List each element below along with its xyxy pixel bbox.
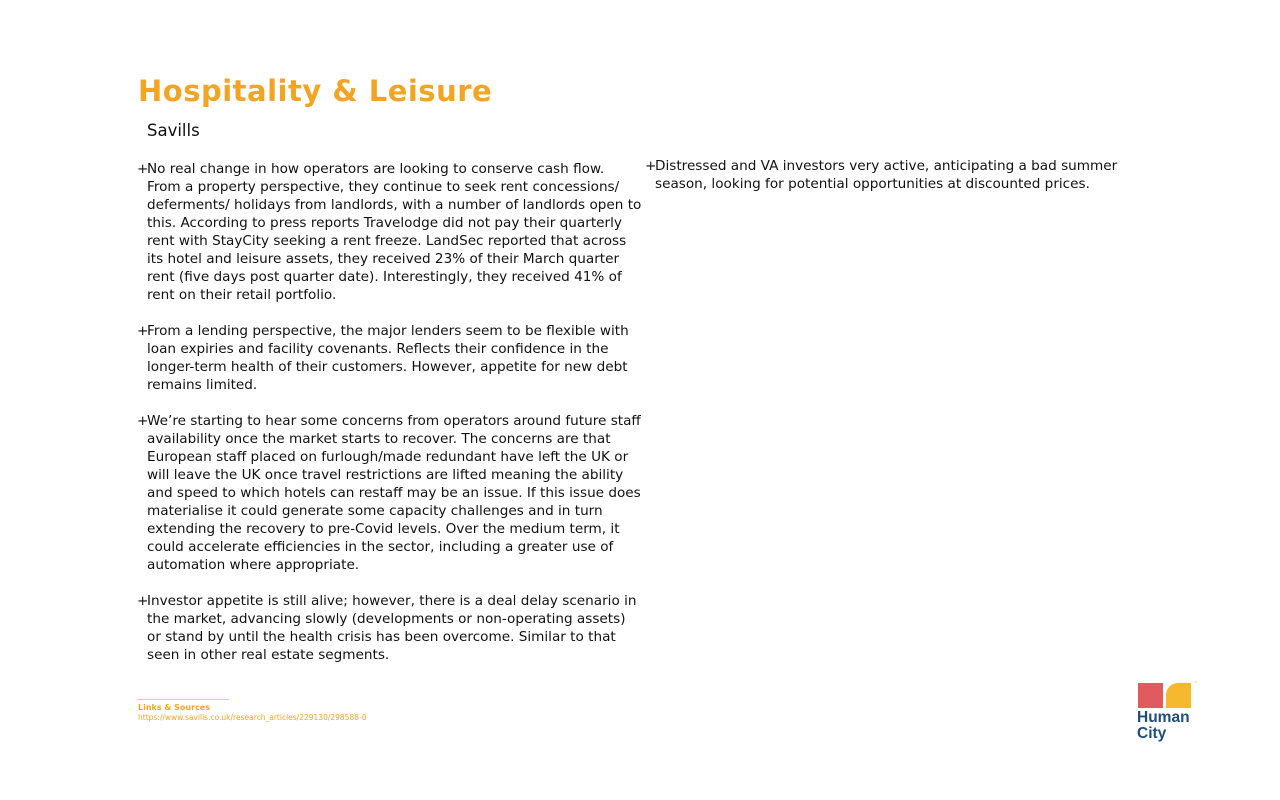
bullet-item bbox=[137, 322, 642, 394]
bullet-item bbox=[137, 160, 642, 304]
bullet-text: Investor appetite is still alive; however, there is a deal delay scenario in the market, advancing slowly (developments or non-operating assets) or stand by until the health crisis has been overcome. Similar to that seen in other real estate segments. bbox=[147, 593, 637, 663]
logo-wordmark bbox=[1137, 710, 1190, 742]
source-link[interactable]: https://www.savills.co.uk/research_articles/229130/298588-0 bbox=[138, 713, 367, 722]
logo-line-human: Human bbox=[1137, 709, 1190, 726]
plus-bullet-icon: + bbox=[645, 158, 657, 174]
logo-trademark: ™ bbox=[1193, 681, 1198, 687]
logo-line-city: City bbox=[1137, 725, 1167, 742]
plus-bullet-icon: + bbox=[137, 593, 149, 609]
bullet-item bbox=[137, 412, 642, 574]
page-title: Hospitality & Leisure bbox=[138, 74, 493, 108]
bullet-text: We’re starting to hear some concerns from operators around future staff availability once the market starts to recover. The concerns are that European staff placed on furlough/made redundant have left the UK or will leave the UK once travel restrictions are lifted meaning the ability and speed to which hotels can restaff may be an issue. If this issue does materialise it could generate some capacity challenges and in turn extending the recovery to pre-Covid levels. Over the medium term, it could accelerate efficiencies in the sector, including a greater use of automation where appropriate. bbox=[147, 413, 641, 573]
sources-divider bbox=[137, 699, 229, 700]
bullet-item bbox=[137, 592, 642, 664]
logo-square-icon bbox=[1138, 683, 1163, 708]
bullet-item bbox=[645, 157, 1135, 193]
logo-quarter-circle-icon bbox=[1166, 683, 1191, 708]
left-column bbox=[137, 160, 642, 682]
right-column bbox=[645, 157, 1135, 211]
bullet-text: No real change in how operators are looking to conserve cash flow. From a property perspective, they continue to seek rent concessions/ deferments/ holidays from landlords, with a number of landlords open to this. According to press reports Travelodge did not pay their quarterly rent with StayCity seeking a rent freeze. LandSec reported that across its hotel and leisure assets, they received 23% of their March quarter rent (five days post quarter date). Interestingly, they received 41% of rent on their retail portfolio. bbox=[147, 161, 642, 303]
sources-label: Links & Sources bbox=[138, 703, 210, 712]
plus-bullet-icon: + bbox=[137, 413, 149, 429]
source-heading: Savills bbox=[147, 121, 200, 140]
bullet-text: From a lending perspective, the major lenders seem to be flexible with loan expiries and facility covenants. Reflects their confidence in the longer-term health of their customers. However, appetite for new debt remains limited. bbox=[147, 323, 629, 393]
plus-bullet-icon: + bbox=[137, 161, 149, 177]
bullet-text: Distressed and VA investors very active, anticipating a bad summer season, looking for potential opportunities at discounted prices. bbox=[655, 158, 1118, 192]
plus-bullet-icon: + bbox=[137, 323, 149, 339]
human-city-logo bbox=[1136, 680, 1206, 746]
